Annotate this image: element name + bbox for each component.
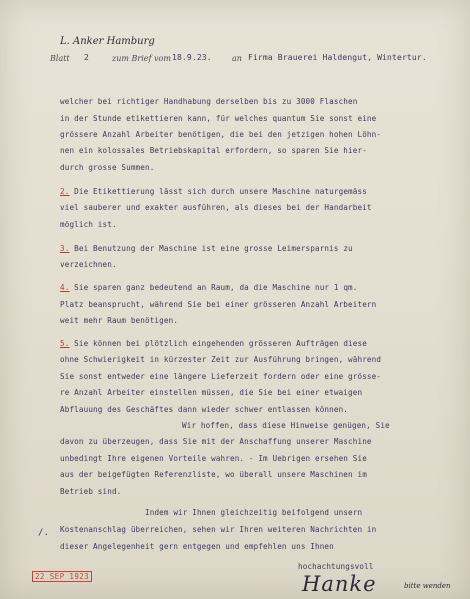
body-line: davon zu überzeugen, dass Sie mit der Anschaffung unserer Maschine — [60, 437, 372, 446]
body-line: in der Stunde etikettieren kann, für welches quantum Sie sonst eine — [60, 114, 377, 123]
company-name: L. Anker Hamburg — [60, 36, 155, 47]
body-line: durch grosse Summen. — [60, 163, 155, 172]
point-text: Sie können bei plötzlich eingehenden grösseren Aufträgen diese — [69, 339, 367, 348]
point-text: Die Etikettierung lässt sich durch unsere Maschine naturgemäss — [69, 187, 367, 196]
point-text: Sie sparen ganz bedeutend an Raum, da die Maschine nur 1 qm. — [69, 283, 358, 292]
point-number: 3. — [60, 244, 70, 253]
received-stamp: 22 SEP 1923 — [32, 571, 92, 582]
body-line: ohne Schwierigkeit in kürzester Zeit zur Ausführung bringen, während — [60, 355, 382, 364]
point-line — [60, 339, 367, 348]
signature-note: bitte wenden — [404, 582, 451, 590]
enclosure-mark: /. — [38, 528, 50, 538]
recipient: Firma Brauerei Haldengut, Wintertur. — [248, 53, 427, 62]
body-line: re Anzahl Arbeiter einstellen müssen, die Sie bei einer etwaigen — [60, 388, 363, 397]
body-line: dieser Angelegenheit gern entgegen und empfehlen uns Ihnen — [60, 542, 334, 551]
body-line: Indem wir Ihnen gleichzeitig beifolgend unsern — [145, 508, 363, 517]
body-line: aus der beigefügten Referenzliste, wo überall unsere Maschinen im — [60, 470, 367, 479]
point-line — [60, 244, 353, 253]
closing: hochachtungsvoll — [298, 562, 374, 571]
an-label: an — [232, 54, 242, 63]
page-number: 2 — [84, 53, 89, 62]
body-line: grössere Anzahl Arbeiter benötigen, die bei den jetzigen hohen Löhn- — [60, 130, 382, 139]
point-number: 5. — [60, 339, 70, 348]
signature: Hanke — [302, 572, 377, 596]
body-line: Betrieb sind. — [60, 487, 122, 496]
body-line: viel sauberer und exakter ausführen, als dieses bei der Handarbeit — [60, 203, 372, 212]
point-line — [60, 283, 357, 292]
body-line: welcher bei richtiger Handhabung derselben bis zu 3000 Flaschen — [60, 97, 358, 106]
point-number: 4. — [60, 283, 70, 292]
point-text: Bei Benutzung der Maschine ist eine grosse Leimersparnis zu — [69, 244, 353, 253]
body-line: Kostenanschlag überreichen, sehen wir Ihren weiteren Nachrichten in — [60, 525, 377, 534]
blatt-label: Blatt — [50, 54, 70, 63]
body-line: Abflauung des Geschäftes dann wieder schwer entlassen können. — [60, 405, 349, 414]
body-line: unbedingt Ihre eigenen Vorteile wahren. - Im Uebrigen ersehen Sie — [60, 454, 367, 463]
body-line: verzeichnen. — [60, 260, 117, 269]
body-line: Sie sonst entweder eine längere Lieferzeit fordern oder eine grösse- — [60, 372, 382, 381]
letter-date: 18.9.23. — [172, 53, 212, 62]
body-line: möglich ist. — [60, 220, 117, 229]
point-number: 2. — [60, 187, 70, 196]
point-line — [60, 187, 367, 196]
brief-label: zum Brief vom — [112, 54, 171, 63]
body-line: Wir hoffen, dass diese Hinweise genügen, Sie — [182, 421, 390, 430]
body-line: weit mehr Raum benötigen. — [60, 316, 179, 325]
body-line: nen ein kolossales Betriebskapital erfordern, so sparen Sie hier- — [60, 146, 367, 155]
body-line: Platz beansprucht, während Sie bei einer grösseren Anzahl Arbeitern — [60, 300, 377, 309]
